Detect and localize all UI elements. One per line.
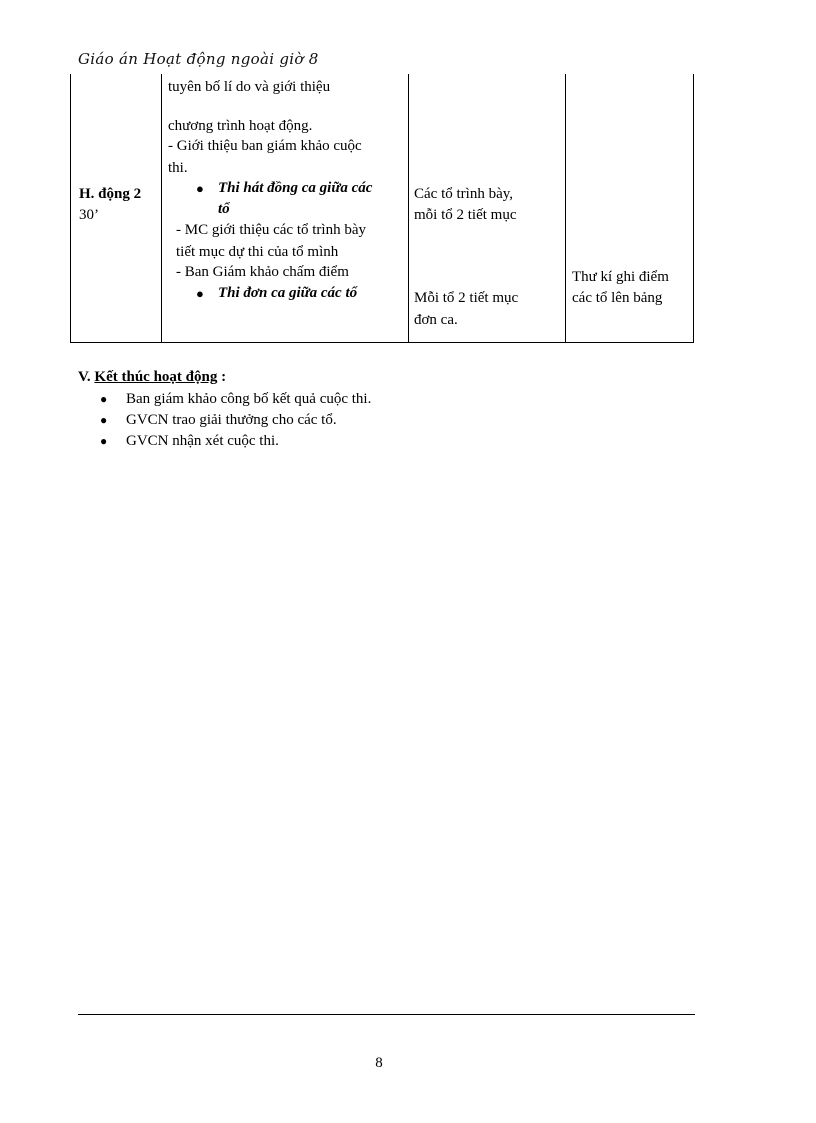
content-cell <box>162 74 409 343</box>
list-item <box>100 389 371 410</box>
student-activity-line: Các tổ trình bày, <box>414 186 514 202</box>
section-number: V. <box>78 369 91 385</box>
list-item-text: GVCN trao giải thưởng cho các tổ. <box>126 412 337 428</box>
section-colon: : <box>217 369 227 385</box>
activity-table <box>70 74 694 343</box>
notes-line: các tổ lên bảng <box>572 290 663 306</box>
content-line: - Giới thiệu ban giám khảo cuộc <box>168 138 362 154</box>
content-line: chương trình hoạt động. <box>168 118 313 134</box>
content-bullet-title: Thi hát đồng ca giữa các <box>218 180 373 196</box>
activity-duration: 30’ <box>79 207 99 223</box>
table-row <box>71 74 694 343</box>
activity-label: H. động 2 <box>79 186 142 202</box>
activity-cell <box>71 74 162 343</box>
student-activity-cell <box>409 74 566 343</box>
content-bullet-title: Thi đơn ca giữa các tổ <box>218 285 358 301</box>
content-line: tuyên bố lí do và giới thiệu <box>168 79 331 95</box>
list-item-text: GVCN nhận xét cuộc thi. <box>126 433 279 449</box>
student-activity-line: mỗi tổ 2 tiết mục <box>414 207 517 223</box>
content-line: - Ban Giám khảo chấm điểm <box>176 264 349 280</box>
footer-divider <box>78 1014 695 1015</box>
notes-cell <box>566 74 694 343</box>
bullet-icon: ● <box>100 413 108 427</box>
document-header: Giáo án Hoạt động ngoài giờ 8 <box>78 50 319 68</box>
bullet-icon: ● <box>100 434 108 448</box>
list-item <box>100 410 371 431</box>
bullet-icon: ● <box>196 286 204 301</box>
section-heading <box>78 369 226 386</box>
list-item-text: Ban giám khảo công bố kết quả cuộc thi. <box>126 391 372 407</box>
content-line: thi. <box>168 160 188 176</box>
student-activity-line: Mỗi tổ 2 tiết mục <box>414 290 519 306</box>
bullet-icon: ● <box>196 181 204 196</box>
list-item <box>100 431 371 452</box>
content-line: tiết mục dự thi của tổ mình <box>176 244 339 260</box>
section-title: Kết thúc hoạt động <box>94 369 218 385</box>
closing-list <box>100 389 371 452</box>
content-bullet-title: tổ <box>218 201 230 217</box>
content-line: - MC giới thiệu các tổ trình bày <box>176 222 366 238</box>
notes-line: Thư kí ghi điểm <box>572 269 669 285</box>
bullet-icon: ● <box>100 392 108 406</box>
student-activity-line: đơn ca. <box>414 312 458 328</box>
page-number: 8 <box>375 1055 383 1071</box>
